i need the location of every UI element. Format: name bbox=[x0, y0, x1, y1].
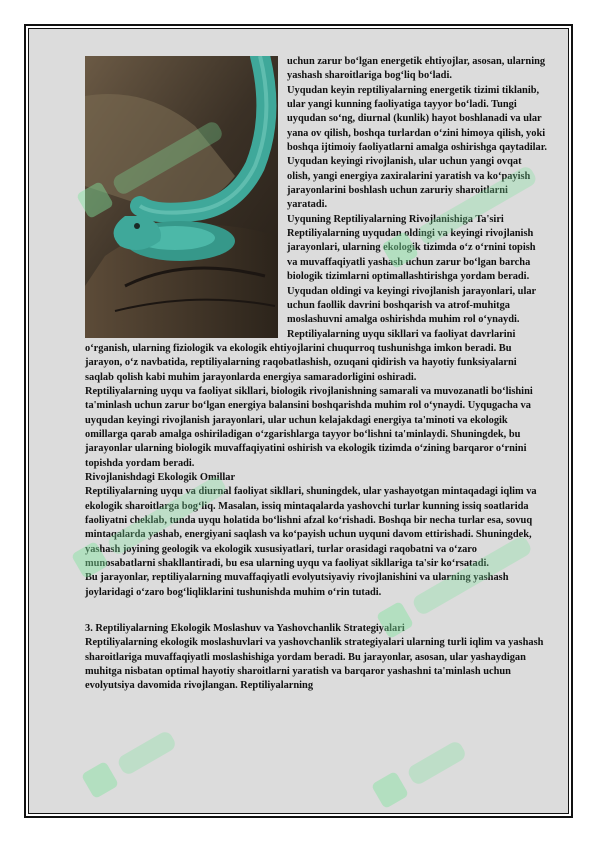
section-heading-ecological-factors: Rivojlanishdagi Ekologik Omillar bbox=[85, 471, 236, 483]
snake-photo bbox=[85, 56, 278, 338]
section-gap bbox=[85, 600, 547, 622]
paragraph-2: Uyqudan keyin reptiliyalarning energetik tizimi tiklanib, ular yangi kunning faoliyatiga tayyor bo‘ladi. Tungi uyqudan so‘ng, diurnal (kunlik) hayot boshlanadi va ular yana ov qilish, boshqa turlardan o‘zini himoya qilish, yoki boshqa ijtimoiy faoliyatlarni amalga oshirishga qaytadilar. bbox=[287, 84, 547, 154]
paragraph-3: Uyqudan keyingi rivojlanish, ular uchun yangi ovqat olish, yangi energiya zaxiralarini yaratish va ko‘payish jarayonlarini boshlash uchun zaruriy sharoitlarni yaratadi. bbox=[287, 156, 531, 211]
paragraph-9: Reptiliyalarning uyqu va diurnal faoliyat sikllari, shuningdek, ular yashayotgan mintaqadagi iqlim va ekologik sharoitlarga bog‘liq. Masalan, issiq mintaqalarda yashovchi turlar kunning issiq soatlarida faoliyatni cheklab, tunda uyqu holatida bo‘lishni afzal ko‘rishadi. Boshqa bir necha turlar esa, sovuq mintaqalarda yashab, energiyani saqlash va ko‘payish uchun uyquni davom ettirishadi. Shuningdek, yashash joyining geologik va ekologik xususiyatlari, turlar orasidagi raqobatni va o‘zaro munosabatlarni shakllantiradi, bu esa ularning uyqu va faoliyat sikllariga ta'sir ko‘rsatadi. bbox=[85, 486, 537, 570]
paragraph-1: uchun zarur bo‘lgan energetik ehtiyojlar, asosan, ularning yashash sharoitlariga bog‘liq bo‘ladi. bbox=[287, 56, 546, 82]
document-body bbox=[85, 55, 547, 694]
green-snake-on-branch-photo bbox=[85, 56, 278, 338]
paragraph-6: Reptiliyalarning uyqu sikllari va faoliyat davrlarini o‘rganish, ularning fiziologik va ekologik ehtiyojlarini chuqurroq tushunishga imkon beradi. Bu jarayon, o‘z navbatida, reptiliyalarning raqobatlashish, ozuqani qidirish va hayotiy funksiyalarni saqlab qolish kabi muhim jarayonlarda energiya samaradorligini oshiradi. bbox=[85, 328, 517, 383]
section-heading-3: 3. Reptiliyalarning Ekologik Moslashuv va Yashovchanlik Strategiyalari bbox=[85, 623, 405, 635]
paragraph-12: Reptiliyalarning ekologik moslashuvlari va yashovchanlik strategiyalari ularning turli iqlim va yashash sharoitlariga muvaffaqiyatli moslashishiga yordam beradi. Bu jarayonlar, asosan, ular yashaydigan muhitga nisbatan optimal hayotiy sharoitlarni yaratish va barqaror yashashni ta'minlash uchun evolyutsiya davomida rivojlangan. Reptiliyalarning bbox=[85, 637, 544, 692]
paragraph-10: Bu jarayonlar, reptiliyalarning muvaffaqiyatli evolyutsiyaviy rivojlanishini va ularning yashash joylaridagi o‘zaro bog‘liqliklarini tushunishda muhim o‘rin tutadi. bbox=[85, 572, 509, 598]
paragraph-5: Reptiliyalarning uyqudan oldingi va keyingi rivojlanish jarayonlari, ularning ekologik tizimda o‘z o‘rnini topish va muvaffaqiyatli yashash uchun zarur bo‘lgan barcha biologik tizimlarni optimallashtirishga yordam beradi. Uyqudan oldingi va keyingi rivojlanish jarayonlari, ular uchun faollik davrini boshqarish va atrof-muhitga moslashuvni amalga oshirishda muhim rol o‘ynaydi. bbox=[287, 228, 536, 326]
section-heading-sleep-influence: Uyquning Reptiliyalarning Rivojlanishiga Ta'siri bbox=[287, 213, 504, 225]
paragraph-7: Reptiliyalarning uyqu va faoliyat sikllari, biologik rivojlanishning samarali va muvozanatli bo‘lishini ta'minlash uchun zarur bo‘lgan energiya balansini boshqarishda muhim rol o‘ynaydi. Uyqugacha va uyqudan keyingi rivojlanish jarayonlari, ular uchun kelajakdagi energiya ta'minoti va ekologik omillarga qarab amalga oshiriladigan o‘zgarishlarga tayyor bo‘lishni ta'minlaydi. Shuningdek, bu jarayonlar ularning biologik muvaffaqiyatini oshirish va ekologik tizimda o‘zining barqaror o‘rnini topishda yordam beradi. bbox=[85, 385, 533, 469]
